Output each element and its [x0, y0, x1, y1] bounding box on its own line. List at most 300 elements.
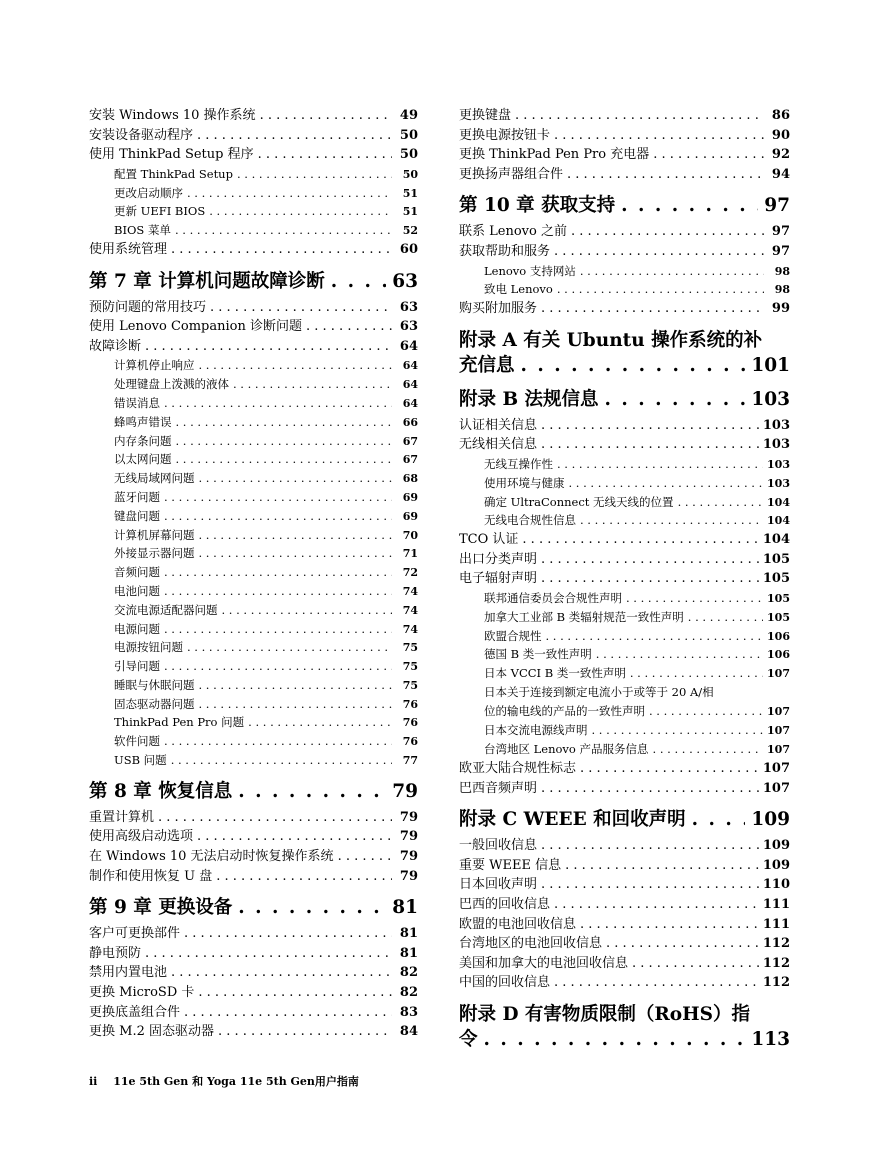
entry-title: 配置 ThinkPad Setup: [114, 166, 233, 181]
entry-title: ThinkPad Pen Pro 问题: [114, 715, 245, 730]
toc-entry[interactable]: [89, 808, 418, 828]
toc-entry[interactable]: [89, 145, 418, 165]
entry-title: 欧亚大陆合规性标志: [459, 761, 577, 777]
dot-leader: [541, 779, 759, 799]
toc-subentry[interactable]: [89, 526, 418, 545]
page-number: 74: [402, 584, 418, 598]
dot-leader: [164, 394, 392, 413]
toc-subentry[interactable]: [89, 676, 418, 695]
page-number: 49: [399, 108, 418, 123]
toc-entry[interactable]: [459, 435, 790, 455]
page-number: 76: [402, 735, 418, 749]
footer-title: 11e 5th Gen 和 Yoga 11e 5th Gen用户指南: [113, 1075, 359, 1088]
dot-leader: [521, 353, 746, 378]
toc-entry[interactable]: [89, 963, 418, 983]
page-number: 75: [402, 641, 418, 655]
toc-subentry[interactable]: [459, 627, 790, 646]
toc-subentry[interactable]: [459, 683, 790, 722]
toc-subentry[interactable]: [89, 356, 418, 375]
page-number: 105: [767, 610, 790, 624]
page-number: 75: [402, 678, 418, 692]
entry-title: 使用 ThinkPad Setup 程序: [89, 147, 254, 163]
dot-leader: [176, 450, 393, 469]
toc-subentry[interactable]: [459, 511, 790, 530]
toc-entry[interactable]: [459, 836, 790, 856]
dot-leader: [164, 657, 392, 676]
chapter-title: 第 8 章 恢复信息: [89, 780, 233, 802]
entry-title: 更换电源按钮卡: [459, 127, 551, 143]
dot-leader: [541, 875, 759, 895]
entry-title: 更换底盖组合件: [89, 1004, 181, 1020]
entry-title: 预防问题的常用技巧: [89, 299, 207, 315]
page-number: 94: [771, 166, 790, 182]
chapter-title: 第 7 章 计算机问题故障诊断: [89, 270, 325, 292]
chapter-page-number: 81: [392, 897, 418, 919]
entry-title: 一般回收信息: [459, 838, 538, 854]
toc-entry[interactable]: [89, 106, 418, 126]
entry-title: 内存条问题: [114, 433, 172, 448]
page-number: 104: [767, 495, 790, 509]
page-number: 64: [399, 338, 418, 354]
page-number: 77: [402, 754, 418, 768]
dot-leader: [164, 507, 392, 526]
dot-leader: [554, 242, 764, 262]
page-number: 60: [399, 241, 418, 257]
entry-title: 使用高级启动选项: [89, 829, 194, 845]
dot-leader: [306, 317, 392, 337]
dot-leader: [171, 751, 392, 770]
entry-title: 确定 UltraConnect 无线天线的位置: [484, 494, 674, 509]
page-number: 79: [399, 868, 418, 884]
toc-subentry[interactable]: [459, 721, 790, 740]
chapter-heading[interactable]: [459, 387, 790, 413]
dot-leader: [592, 721, 764, 740]
page-number: 107: [762, 761, 790, 777]
dot-leader: [199, 676, 393, 695]
page-number: 67: [402, 434, 418, 448]
page-number: 67: [402, 453, 418, 467]
dot-leader: [554, 895, 759, 915]
dot-leader: [678, 493, 763, 512]
chapter-heading[interactable]: [89, 269, 418, 295]
toc-entry[interactable]: [89, 298, 418, 318]
dot-leader: [630, 664, 763, 683]
toc-subentry[interactable]: [459, 280, 790, 299]
page-number: 75: [402, 660, 418, 674]
toc-entry[interactable]: [459, 875, 790, 895]
dot-leader: [567, 165, 764, 185]
entry-title: 键盘问题: [114, 508, 160, 523]
chapter-title-line-row: [459, 353, 790, 378]
toc-subentry[interactable]: [459, 455, 790, 474]
entry-title: 重置计算机: [89, 809, 155, 825]
dot-leader: [692, 807, 746, 833]
toc-subentry[interactable]: [89, 601, 418, 620]
toc-entry[interactable]: [89, 847, 418, 867]
dot-leader: [580, 511, 763, 530]
entry-title: 安装设备驱动程序: [89, 127, 194, 143]
toc-entry[interactable]: [89, 867, 418, 887]
page-number: 70: [402, 528, 418, 542]
dot-leader: [145, 337, 392, 357]
entry-title: 更改启动顺序: [114, 185, 183, 200]
toc-entry[interactable]: [459, 299, 790, 319]
entry-title: 美国和加拿大的电池回收信息: [459, 955, 629, 971]
page-number: 105: [762, 551, 790, 567]
chapter-heading[interactable]: [459, 1002, 790, 1052]
dot-leader: [626, 589, 763, 608]
toc-subentry[interactable]: [89, 375, 418, 394]
chapter-page-number: 63: [392, 270, 418, 292]
dot-leader: [653, 740, 764, 759]
entry-title: 德国 B 类一致性声明: [484, 647, 592, 662]
dot-leader: [184, 1003, 392, 1023]
toc-subentry[interactable]: [459, 262, 790, 281]
page-number: 90: [771, 127, 790, 143]
toc-subentry[interactable]: [89, 488, 418, 507]
page-number: 69: [402, 509, 418, 523]
page-number: 109: [762, 838, 790, 854]
dot-leader: [175, 221, 392, 240]
chapter-page-number: 103: [751, 388, 790, 410]
toc-entry[interactable]: [459, 145, 790, 165]
dot-leader: [164, 488, 392, 507]
dot-leader: [580, 262, 764, 281]
entry-title: BIOS 菜单: [114, 223, 171, 238]
entry-title: 加拿大工业部 B 类辐射规范一致性声明: [484, 609, 684, 624]
page-number: 83: [399, 1004, 418, 1020]
chapter-page-number: 113: [751, 1029, 790, 1051]
toc-entry[interactable]: [459, 416, 790, 436]
entry-title: 台湾地区的电池回收信息: [459, 936, 603, 952]
entry-title: 日本 VCCI B 类一致性声明: [484, 666, 626, 681]
entry-title: TCO 认证: [459, 532, 519, 548]
toc-subentry[interactable]: [89, 507, 418, 526]
entry-title: 联系 Lenovo 之前: [459, 224, 567, 240]
entry-title: 出口分类声明: [459, 551, 538, 567]
dot-leader: [164, 732, 392, 751]
toc-right-column: [459, 106, 790, 1056]
chapter-page-number: 97: [764, 195, 790, 217]
page-number: 76: [402, 716, 418, 730]
toc-subentry[interactable]: [459, 664, 790, 683]
dot-leader: [571, 222, 764, 242]
chapter-page-number: 109: [751, 809, 790, 831]
dot-leader: [222, 601, 393, 620]
page-number: 103: [762, 417, 790, 433]
page-number: 99: [771, 301, 790, 317]
page-number: 111: [762, 916, 790, 932]
entry-title: 致电 Lenovo: [484, 282, 553, 297]
toc-subentry[interactable]: [459, 608, 790, 627]
dot-leader: [541, 435, 759, 455]
dot-leader: [199, 526, 393, 545]
dot-leader: [164, 620, 392, 639]
dot-leader: [145, 944, 392, 964]
toc-subentry[interactable]: [89, 713, 418, 732]
dot-leader: [541, 416, 759, 436]
entry-title: 引导问题: [114, 659, 160, 674]
entry-title: 欧盟合规性: [484, 628, 542, 643]
page-number: 81: [399, 945, 418, 961]
toc-entry[interactable]: [459, 759, 790, 779]
dot-leader: [569, 474, 764, 493]
entry-title: Lenovo 支持网站: [484, 263, 576, 278]
dot-leader: [164, 563, 392, 582]
toc-entry[interactable]: [459, 954, 790, 974]
dot-leader: [187, 184, 392, 203]
page-number: 72: [402, 566, 418, 580]
dot-leader: [541, 550, 759, 570]
page-number: 98: [774, 264, 790, 278]
entry-title: 电源问题: [114, 621, 160, 636]
dot-leader: [541, 299, 764, 319]
dot-leader: [238, 895, 386, 921]
entry-title: 无线互操作性: [484, 456, 553, 471]
entry-title-line-row: [484, 702, 790, 722]
entry-title: 巴西音频声明: [459, 780, 538, 796]
page-number: 63: [399, 319, 418, 335]
toc-subentry[interactable]: [89, 221, 418, 240]
entry-title: 电池问题: [114, 583, 160, 598]
chapter-page-number: 79: [392, 780, 418, 802]
entry-title: 交流电源适配器问题: [114, 602, 218, 617]
dot-leader: [216, 867, 392, 887]
dot-leader: [554, 973, 759, 993]
page-number: 82: [399, 965, 418, 981]
toc-entry[interactable]: [459, 934, 790, 954]
page-number: 103: [767, 457, 790, 471]
chapter-title: 第 10 章 获取支持: [459, 195, 616, 217]
page-number: 64: [402, 396, 418, 410]
entry-title: 使用 Lenovo Companion 诊断问题: [89, 319, 302, 335]
toc-left-column: [89, 106, 418, 1042]
entry-title: 欧盟的电池回收信息: [459, 916, 577, 932]
dot-leader: [233, 375, 392, 394]
entry-title: 以太网问题: [114, 452, 172, 467]
toc-entry[interactable]: [459, 126, 790, 146]
page-number: 103: [767, 476, 790, 490]
page-number: 107: [767, 743, 790, 757]
toc-subentry[interactable]: [89, 202, 418, 221]
page-number: 98: [774, 283, 790, 297]
toc-entry[interactable]: [89, 924, 418, 944]
toc-entry[interactable]: [459, 222, 790, 242]
dot-leader: [522, 530, 758, 550]
entry-title: 计算机屏幕问题: [114, 527, 195, 542]
page-number: 106: [767, 648, 790, 662]
chapter-title: 附录 B 法规信息: [459, 388, 599, 410]
page-number: 74: [402, 622, 418, 636]
entry-title: 故障诊断: [89, 338, 142, 354]
dot-leader: [621, 193, 758, 219]
dot-leader: [199, 695, 393, 714]
page-number: 50: [399, 147, 418, 163]
toc-subentry[interactable]: [89, 638, 418, 657]
dot-leader: [338, 847, 392, 867]
toc-entry[interactable]: [459, 550, 790, 570]
toc-entry[interactable]: [89, 983, 418, 1003]
toc-entry[interactable]: [459, 569, 790, 589]
toc-subentry[interactable]: [89, 165, 418, 184]
toc-subentry[interactable]: [459, 589, 790, 608]
page-number: 97: [771, 224, 790, 240]
page-number: 105: [767, 591, 790, 605]
entry-title: 更换 MicroSD 卡: [89, 985, 195, 1001]
chapter-title: 第 9 章 更换设备: [89, 897, 233, 919]
toc-entry[interactable]: [89, 827, 418, 847]
dot-leader: [541, 836, 759, 856]
toc-subentry[interactable]: [89, 751, 418, 770]
toc-subentry[interactable]: [89, 450, 418, 469]
dot-leader: [554, 126, 764, 146]
toc-subentry[interactable]: [89, 657, 418, 676]
dot-leader: [649, 702, 763, 721]
entry-title: 更新 UEFI BIOS: [114, 204, 206, 219]
page-number: 63: [399, 299, 418, 315]
chapter-heading[interactable]: [459, 193, 790, 219]
dot-leader: [484, 1027, 746, 1052]
dot-leader: [198, 983, 392, 1003]
dot-leader: [184, 924, 392, 944]
dot-leader: [171, 963, 392, 983]
toc-entry[interactable]: [459, 779, 790, 799]
dot-leader: [187, 638, 392, 657]
page-number: 107: [762, 780, 790, 796]
page-number: 51: [402, 186, 418, 200]
page-number: 112: [762, 975, 790, 991]
page-number: 68: [402, 472, 418, 486]
entry-title: 日本回收声明: [459, 877, 538, 893]
toc-subentry[interactable]: [89, 469, 418, 488]
dot-leader: [688, 608, 763, 627]
chapter-title-line: 附录 D 有害物质限制（RoHS）指: [459, 1004, 750, 1026]
entry-title: 软件问题: [114, 734, 160, 749]
page-number: 104: [762, 532, 790, 548]
entry-title: 购买附加服务: [459, 301, 538, 317]
toc-entry[interactable]: [459, 973, 790, 993]
chapter-heading[interactable]: [89, 895, 418, 921]
page-number: 51: [402, 205, 418, 219]
toc-entry[interactable]: [89, 240, 418, 260]
toc-entry[interactable]: [89, 317, 418, 337]
toc-entry[interactable]: [459, 530, 790, 550]
toc-entry[interactable]: [459, 165, 790, 185]
entry-title: 音频问题: [114, 565, 160, 580]
chapter-heading[interactable]: [89, 779, 418, 805]
entry-title: 无线相关信息: [459, 437, 538, 453]
entry-title: 安装 Windows 10 操作系统: [89, 108, 256, 123]
chapter-title: 充信息: [459, 354, 515, 376]
dot-leader: [218, 1022, 392, 1042]
dot-leader: [596, 645, 763, 664]
page-number: 105: [762, 571, 790, 587]
dot-leader: [605, 387, 746, 413]
entry-title-line: 日本关于连接到额定电流小于或等于 20 A/相: [484, 684, 714, 699]
dot-leader: [557, 280, 764, 299]
page-number: 79: [399, 809, 418, 825]
entry-title: USB 问题: [114, 753, 167, 768]
toc-entry[interactable]: [459, 895, 790, 915]
dot-leader: [199, 469, 393, 488]
toc-subentry[interactable]: [89, 184, 418, 203]
toc-entry[interactable]: [89, 337, 418, 357]
entry-title: 使用系统管理: [89, 241, 168, 257]
chapter-page-number: 101: [751, 354, 790, 376]
toc-subentry[interactable]: [89, 413, 418, 432]
dot-leader: [158, 808, 392, 828]
dot-leader: [176, 413, 393, 432]
toc-subentry[interactable]: [89, 394, 418, 413]
entry-title: 在 Windows 10 无法启动时恢复操作系统: [89, 849, 334, 865]
toc-subentry[interactable]: [89, 695, 418, 714]
dot-leader: [546, 627, 764, 646]
toc-subentry[interactable]: [459, 740, 790, 759]
entry-title: 更换扬声器组合件: [459, 166, 564, 182]
toc-entry[interactable]: [89, 126, 418, 146]
entry-title: 蜂鸣声错误: [114, 414, 172, 429]
toc-subentry[interactable]: [459, 645, 790, 664]
entry-title: 更换 M.2 固态驱动器: [89, 1024, 214, 1040]
toc-entry[interactable]: [459, 242, 790, 262]
toc-subentry[interactable]: [89, 544, 418, 563]
page-number: 52: [402, 224, 418, 238]
toc-subentry[interactable]: [459, 493, 790, 512]
dot-leader: [260, 106, 392, 126]
page-number: 112: [762, 955, 790, 971]
toc-entry[interactable]: [459, 856, 790, 876]
page-number: 64: [402, 378, 418, 392]
entry-title: 蓝牙问题: [114, 489, 160, 504]
dot-leader: [248, 713, 392, 732]
chapter-heading[interactable]: [459, 328, 790, 378]
chapter-heading[interactable]: [459, 807, 790, 833]
toc-entry[interactable]: [459, 915, 790, 935]
entry-title: 无线局域网问题: [114, 471, 195, 486]
toc-entry[interactable]: [89, 944, 418, 964]
entry-title: 获取帮助和服务: [459, 243, 551, 259]
dot-leader: [580, 915, 759, 935]
toc-subentry[interactable]: [459, 474, 790, 493]
toc-entry[interactable]: [459, 106, 790, 126]
page-number: 111: [762, 897, 790, 913]
page-number: 86: [771, 108, 790, 123]
toc-subentry[interactable]: [89, 620, 418, 639]
dot-leader: [171, 240, 392, 260]
dot-leader: [197, 126, 392, 146]
page-number: 104: [767, 514, 790, 528]
page-number: 79: [399, 829, 418, 845]
toc-subentry[interactable]: [89, 563, 418, 582]
page-number: 107: [767, 667, 790, 681]
toc-subentry[interactable]: [89, 732, 418, 751]
toc-subentry[interactable]: [89, 582, 418, 601]
page-number: 81: [399, 926, 418, 942]
chapter-title: 附录 C WEEE 和回收声明: [459, 809, 686, 831]
dot-leader: [199, 356, 393, 375]
toc-subentry[interactable]: [89, 432, 418, 451]
entry-title: 错误消息: [114, 395, 160, 410]
toc-entry[interactable]: [89, 1022, 418, 1042]
dot-leader: [210, 298, 392, 318]
toc-entry[interactable]: [89, 1003, 418, 1023]
page-number: 71: [402, 547, 418, 561]
dot-leader: [565, 856, 759, 876]
page-number: 97: [771, 243, 790, 259]
page-number: 84: [399, 1024, 418, 1040]
dot-leader: [209, 202, 392, 221]
page-footer: [89, 1073, 359, 1089]
